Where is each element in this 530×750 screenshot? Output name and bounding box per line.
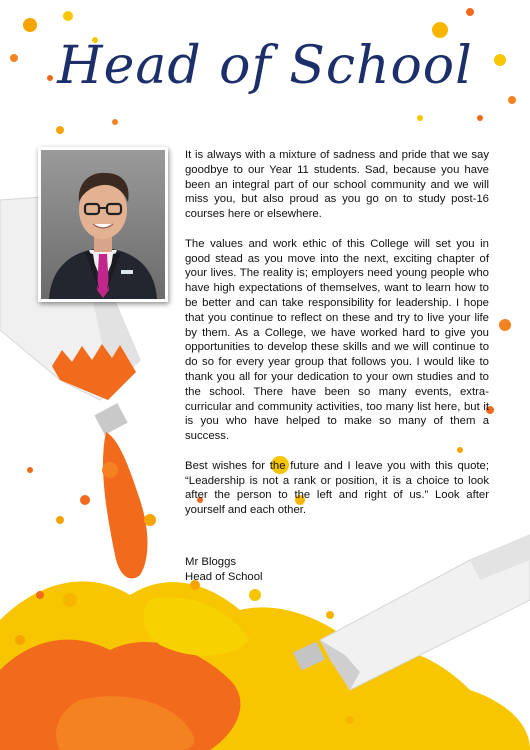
letter-paragraph: The values and work ethic of this College will set you in good stead as you move into the next, exciting chapter of your lives. The reality is; employers need young people who have high expectations of themselves, want to learn how to be better and can take responsibility for leadership. I hope that you continue to reflect on these and try to live your life by them. As a College, we have worked hard to give you opportunities to develop these skills and we will continue to do so for every year group that follows you. I would like to thank you all for your dedication to your own studies and to the school. There have been so many events, extra-curricular and community activities, too many list here, but it is you who have helped to make so many of them a success. <box>185 237 489 443</box>
letter-signoff <box>185 555 263 585</box>
letter-paragraph: Best wishes for the future and I leave you with this quote; “Leadership is not a rank or position, it is a choice to look after the person to the left and right of us.” Look after yourself and each other. <box>185 459 489 517</box>
letter-paragraph: It is always with a mixture of sadness and pride that we say goodbye to our Year 11 students. Sad, because you have been an integral part of our school community and we will miss you, but also proud as you go on to study post-16 courses here or elsewhere. <box>185 149 489 221</box>
portrait-photo <box>41 150 165 299</box>
letter-body <box>185 148 489 533</box>
headteacher-portrait <box>38 147 168 302</box>
page-title: Head of School <box>57 36 473 96</box>
signoff-role: Head of School <box>185 570 263 583</box>
signoff-name: Mr Bloggs <box>185 556 237 568</box>
